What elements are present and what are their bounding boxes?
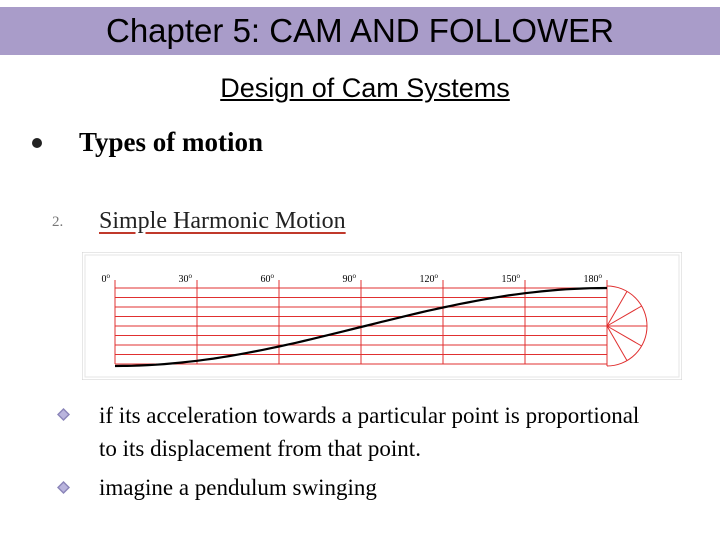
slide-subtitle: Design of Cam Systems <box>220 73 510 103</box>
angle-label: 0$^o$ <box>101 272 110 285</box>
angle-label: 30$^o$ <box>178 272 192 285</box>
angle-label: 150$^o$ <box>501 272 520 285</box>
bullet-dot-icon <box>32 138 42 148</box>
section-heading: Types of motion <box>79 127 264 157</box>
bullet-text-1 <box>99 399 699 465</box>
item-title: Simple Harmonic Motion <box>99 208 346 234</box>
diamond-bullet-icon <box>57 408 70 421</box>
angle-label: 90$^o$ <box>342 272 356 285</box>
bullet-1-line-2: to its displacement from that point. <box>99 436 421 461</box>
shm-diagram <box>82 252 682 380</box>
angle-label: 180$^o$ <box>583 272 602 285</box>
item-number: 2. <box>52 214 64 230</box>
diamond-bullet-icon <box>57 481 70 494</box>
angle-label: 120$^o$ <box>419 272 438 285</box>
bullet-1-line-1: if its acceleration towards a particular point is proportional <box>99 403 640 428</box>
bullet-text-2: imagine a pendulum swinging <box>99 475 377 500</box>
angle-label: 60$^o$ <box>260 272 274 285</box>
slide-title: Chapter 5: CAM AND FOLLOWER <box>106 12 614 49</box>
